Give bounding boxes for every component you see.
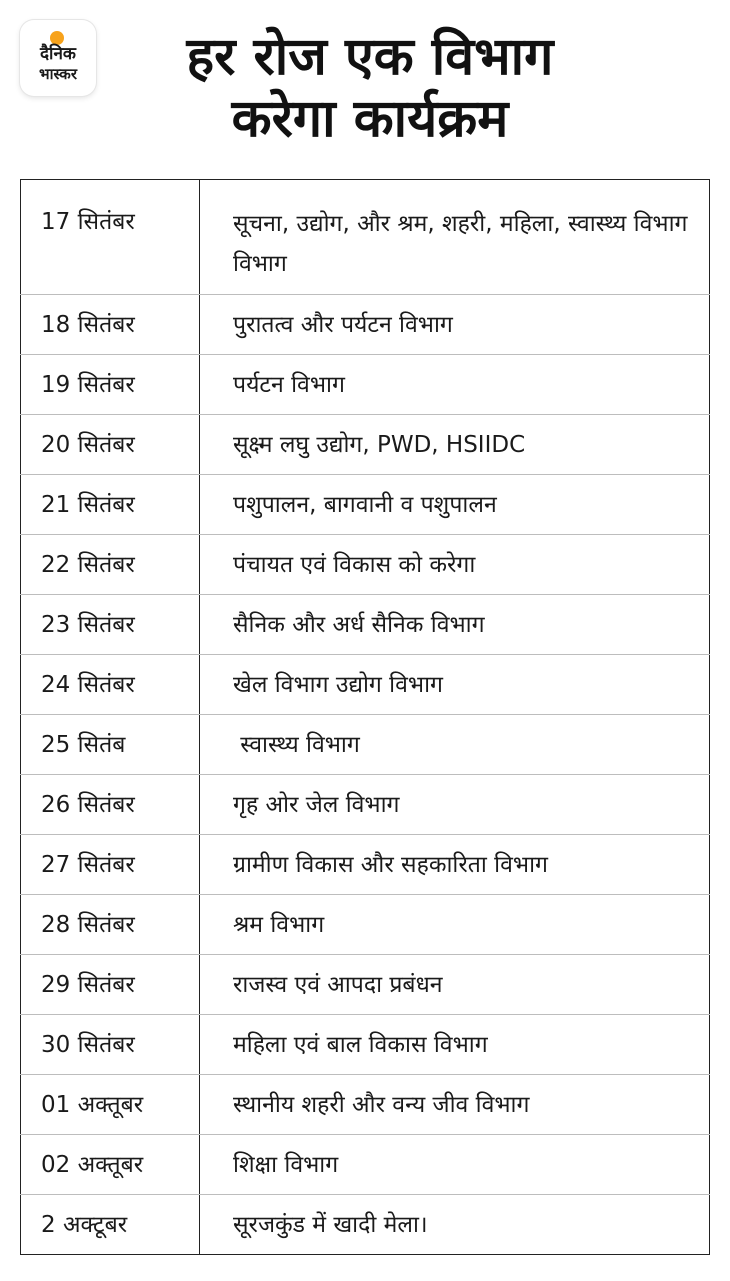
department-cell: पंचायत एवं विकास को करेगा — [200, 535, 710, 595]
department-cell: सैनिक और अर्ध सैनिक विभाग — [200, 595, 710, 655]
date-cell: 30 सितंबर — [21, 1015, 200, 1075]
date-cell: 2 अक्टूबर — [21, 1195, 200, 1255]
date-cell: 21 सितंबर — [21, 475, 200, 535]
table-row — [21, 355, 710, 415]
title-line1: हर रोज एक विभाग — [186, 27, 554, 87]
table-row — [21, 1135, 710, 1195]
table-row — [21, 955, 710, 1015]
department-cell: स्वास्थ्य विभाग — [200, 715, 710, 775]
date-cell: 26 सितंबर — [21, 775, 200, 835]
table-row — [21, 295, 710, 355]
table-row — [21, 655, 710, 715]
dainik-bhaskar-logo — [20, 20, 96, 96]
department-cell: पुरातत्व और पर्यटन विभाग — [200, 295, 710, 355]
department-cell: स्थानीय शहरी और वन्य जीव विभाग — [200, 1075, 710, 1135]
department-cell: शिक्षा विभाग — [200, 1135, 710, 1195]
department-cell: गृह ओर जेल विभाग — [200, 775, 710, 835]
department-cell: महिला एवं बाल विकास विभाग — [200, 1015, 710, 1075]
table-row — [21, 415, 710, 475]
date-cell: 25 सितंब — [21, 715, 200, 775]
date-cell: 17 सितंबर — [21, 180, 200, 295]
table-row — [21, 1195, 710, 1255]
title-line2: करेगा कार्यक्रम — [231, 89, 509, 149]
department-cell: खेल विभाग उद्योग विभाग — [200, 655, 710, 715]
date-cell: 01 अक्तूबर — [21, 1075, 200, 1135]
date-cell: 28 सितंबर — [21, 895, 200, 955]
table-row — [21, 180, 710, 295]
table-row — [21, 895, 710, 955]
logo-text-line1: दैनिक — [40, 44, 76, 64]
table-row — [21, 775, 710, 835]
table-row — [21, 1075, 710, 1135]
department-cell: सूचना, उद्योग, और श्रम, शहरी, महिला, स्वास्थ्य विभाग विभाग — [200, 180, 710, 295]
schedule-table — [20, 179, 710, 1255]
date-cell: 02 अक्तूबर — [21, 1135, 200, 1195]
page-title — [110, 26, 630, 150]
department-cell: श्रम विभाग — [200, 895, 710, 955]
date-cell: 24 सितंबर — [21, 655, 200, 715]
date-cell: 23 सितंबर — [21, 595, 200, 655]
department-cell: पर्यटन विभाग — [200, 355, 710, 415]
table-row — [21, 1015, 710, 1075]
date-cell: 22 सितंबर — [21, 535, 200, 595]
date-cell: 27 सितंबर — [21, 835, 200, 895]
department-cell: सूरजकुंड में खादी मेला। — [233, 1211, 428, 1238]
department-cell: पशुपालन, बागवानी व पशुपालन — [200, 475, 710, 535]
department-cell: राजस्व एवं आपदा प्रबंधन — [200, 955, 710, 1015]
table-row — [21, 595, 710, 655]
table-row — [21, 535, 710, 595]
department-cell: ग्रामीण विकास और सहकारिता विभाग — [200, 835, 710, 895]
table-row — [21, 715, 710, 775]
sun-icon — [50, 31, 64, 45]
table-row — [21, 475, 710, 535]
table-row — [21, 835, 710, 895]
logo-text-line2: भास्कर — [39, 65, 77, 83]
date-cell: 19 सितंबर — [21, 355, 200, 415]
date-cell: 20 सितंबर — [21, 415, 200, 475]
department-cell: सूक्ष्म लघु उद्योग, PWD, HSIIDC — [200, 415, 710, 475]
date-cell: 29 सितंबर — [21, 955, 200, 1015]
date-cell: 18 सितंबर — [21, 295, 200, 355]
